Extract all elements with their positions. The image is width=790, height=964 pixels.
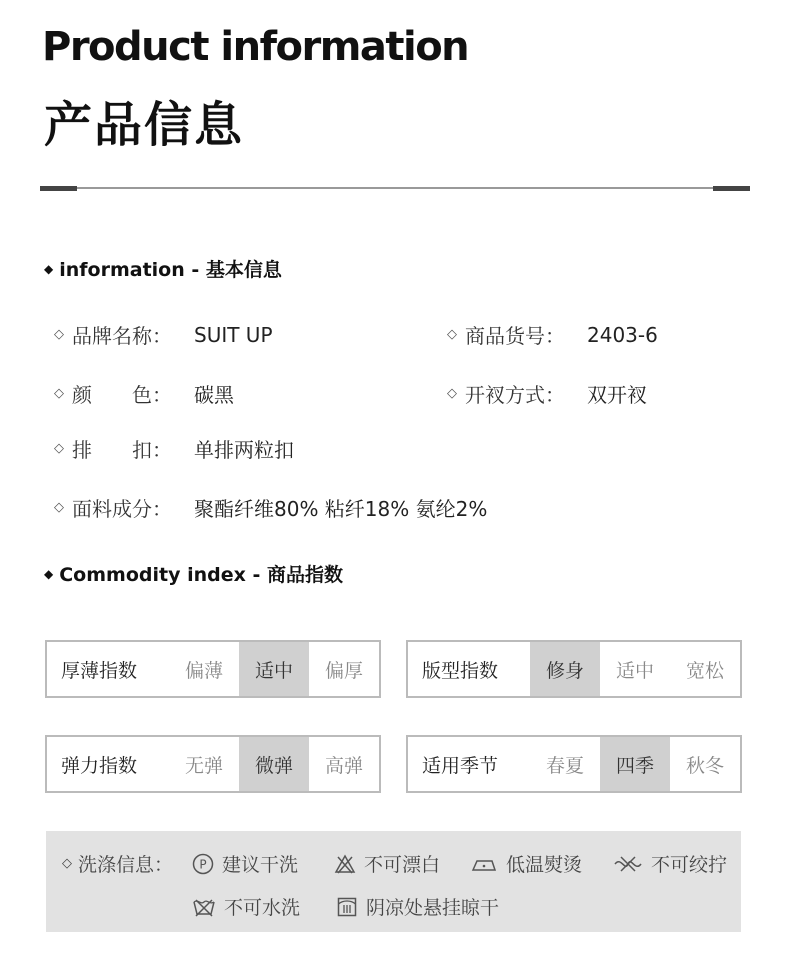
care-no-bleach: 不可漂白 bbox=[334, 850, 440, 877]
care-shade-dry: 阴凉处悬挂晾干 bbox=[336, 893, 499, 920]
low-iron-icon bbox=[470, 853, 498, 875]
index-option: 春夏 bbox=[545, 754, 584, 777]
diamond-outline-icon: ◇ bbox=[54, 327, 64, 342]
no-wring-icon bbox=[613, 853, 643, 875]
commodity-index-heading: ◆ Commodity index - 商品指数 bbox=[44, 564, 343, 586]
shade-hang-dry-icon bbox=[336, 896, 358, 918]
divider-cap-left bbox=[40, 186, 77, 191]
index-option: 偏薄 bbox=[184, 659, 223, 682]
care-low-iron: 低温熨烫 bbox=[470, 850, 582, 877]
diamond-bullet-icon: ◆ bbox=[44, 566, 54, 581]
title-divider bbox=[40, 187, 750, 189]
index-option: 偏厚 bbox=[324, 659, 363, 682]
index-option-selected: 修身 bbox=[530, 642, 600, 696]
diamond-outline-icon: ◇ bbox=[54, 500, 64, 515]
divider-cap-right bbox=[713, 186, 750, 191]
thickness-index: 厚薄指数 偏薄 适中 偏厚 bbox=[45, 640, 381, 698]
care-dry-clean: P 建议干洗 bbox=[192, 850, 298, 877]
index-option: 无弹 bbox=[184, 754, 223, 777]
diamond-outline-icon: ◇ bbox=[54, 386, 64, 401]
washing-info-label: ◇ 洗涤信息： bbox=[62, 854, 174, 876]
care-no-wash: 不可水洗 bbox=[192, 893, 300, 920]
diamond-outline-icon: ◇ bbox=[62, 856, 72, 871]
info-brand: ◇ 品牌名称： SUIT UP bbox=[54, 322, 273, 348]
elasticity-index: 弹力指数 无弹 微弹 高弹 bbox=[45, 735, 381, 793]
care-no-wring: 不可绞拧 bbox=[613, 850, 727, 877]
diamond-outline-icon: ◇ bbox=[447, 386, 457, 401]
dry-clean-p-icon bbox=[192, 853, 214, 875]
no-wash-icon bbox=[192, 896, 216, 918]
page-title-cn: 产品信息 bbox=[44, 97, 245, 153]
info-color: ◇ 颜 色： 碳黑 bbox=[54, 383, 234, 407]
diamond-outline-icon: ◇ bbox=[447, 327, 457, 342]
diamond-bullet-icon: ◆ bbox=[44, 261, 54, 276]
info-fabric: ◇ 面料成分： 聚酯纤维80% 粘纤18% 氨纶2% bbox=[54, 497, 488, 521]
index-option-selected: 四季 bbox=[600, 737, 670, 791]
index-option-selected: 适中 bbox=[239, 642, 309, 696]
svg-text:P: P bbox=[199, 857, 207, 871]
no-bleach-icon bbox=[334, 853, 356, 875]
washing-info-panel bbox=[46, 831, 741, 932]
index-option-selected: 微弹 bbox=[239, 737, 309, 791]
diamond-outline-icon: ◇ bbox=[54, 441, 64, 456]
page-title-en: Product information bbox=[42, 24, 469, 70]
info-buttons: ◇ 排 扣： 单排两粒扣 bbox=[54, 438, 294, 462]
index-option: 秋冬 bbox=[685, 754, 724, 777]
fit-index: 版型指数 修身 适中 宽松 bbox=[406, 640, 742, 698]
index-option: 高弹 bbox=[324, 754, 363, 777]
index-option: 宽松 bbox=[685, 659, 724, 682]
season-index: 适用季节 春夏 四季 秋冬 bbox=[406, 735, 742, 793]
info-vent: ◇ 开衩方式： 双开衩 bbox=[447, 383, 647, 407]
basic-info-heading: ◆ information - 基本信息 bbox=[44, 259, 282, 281]
index-option: 适中 bbox=[615, 659, 654, 682]
info-item-number: ◇ 商品货号： 2403-6 bbox=[447, 322, 658, 348]
